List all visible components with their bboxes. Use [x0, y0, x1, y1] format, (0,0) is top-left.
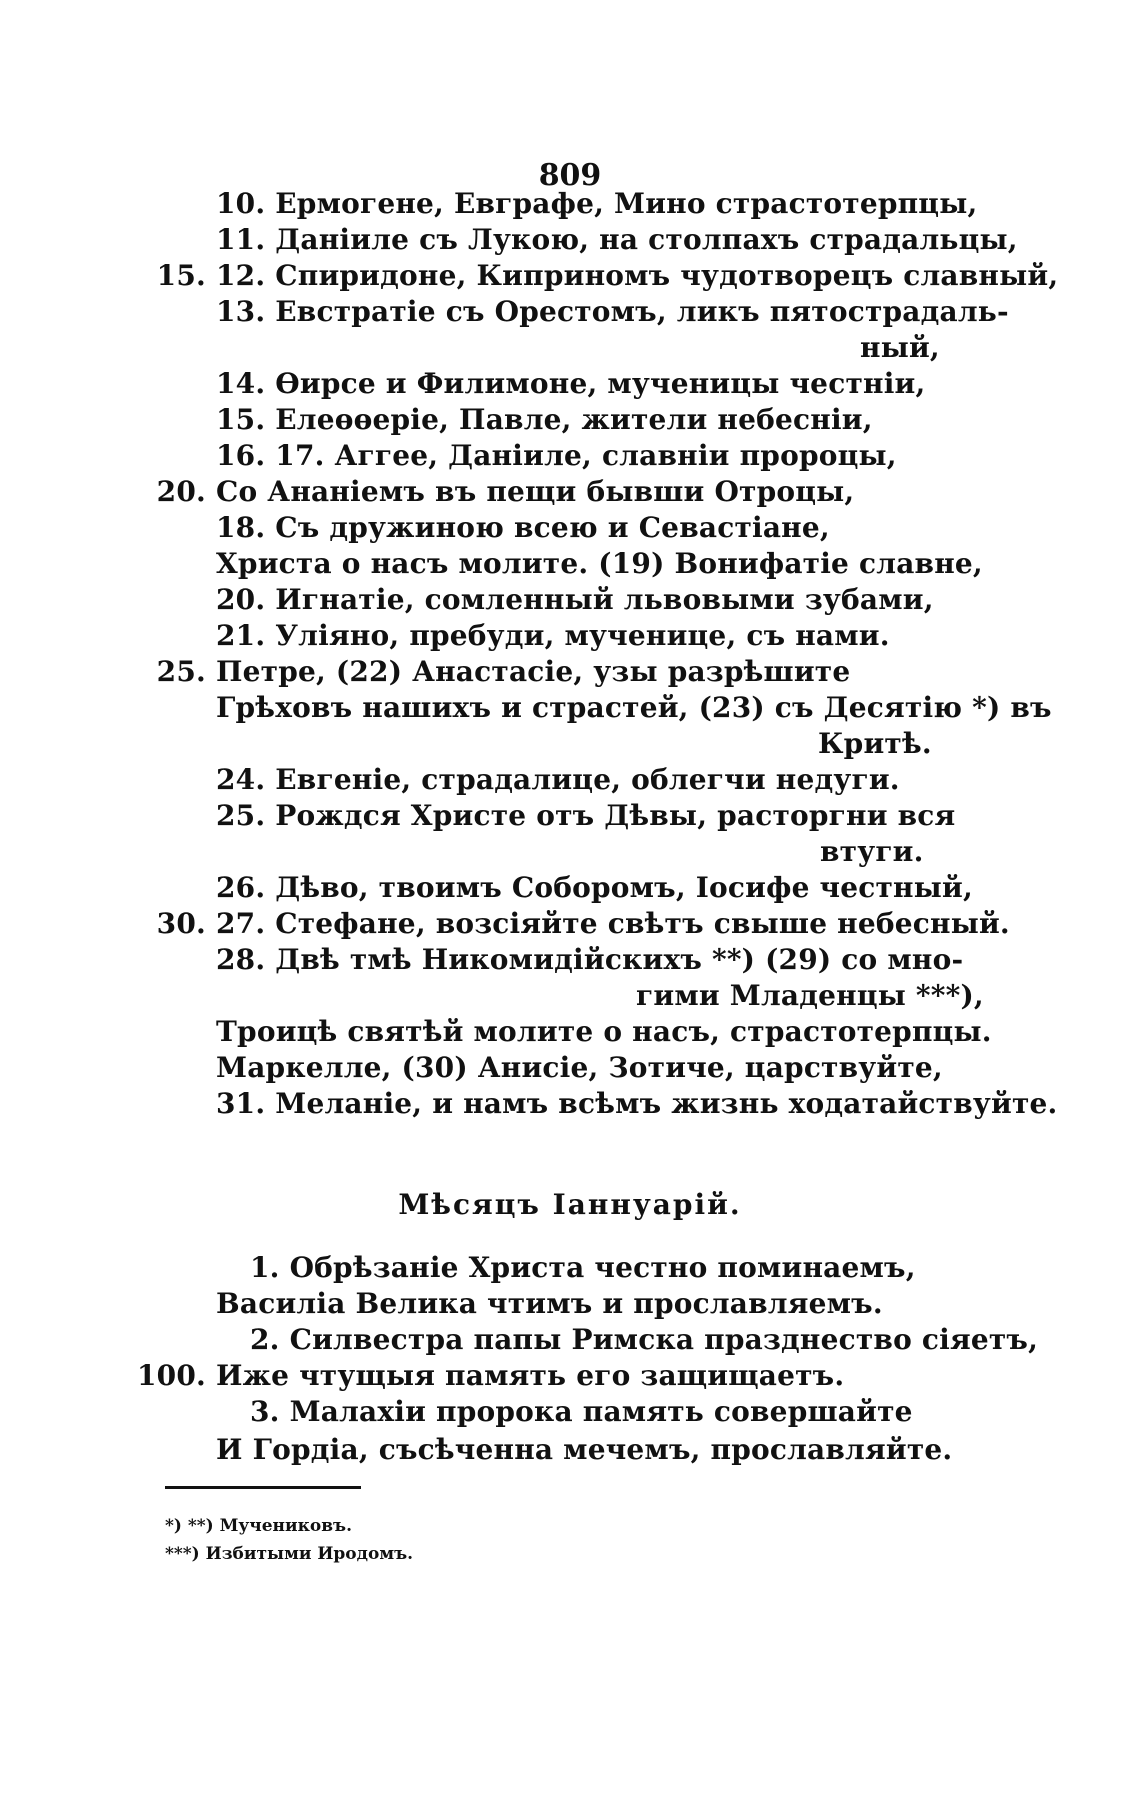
- verse-line: Грѣховъ нашихъ и страстей, (23) съ Десятію *) въ: [216, 691, 1052, 724]
- verse-line: 30. 27. Стефане, возсіяйте свѣтъ свыше небесный.: [156, 907, 1010, 940]
- footnote: *) **) Мучениковъ.: [165, 1516, 352, 1536]
- verse-line: 25. Рождся Христе отъ Дѣвы, расторгни вся: [216, 799, 956, 832]
- verse-line: 25. Петре, (22) Анастасіе, узы разрѣшите: [156, 655, 851, 688]
- verse-line: 21. Уліяно, пребуди, мученице, съ нами.: [216, 619, 890, 652]
- verse-line: 24. Евгеніе, страдалице, облегчи недуги.: [216, 763, 900, 796]
- verse-line: 20. Со Ананіемъ въ пещи бывши Отроцы,: [156, 475, 855, 508]
- verse-line: Маркелле, (30) Анисіе, Зотиче, царствуйте,: [216, 1051, 943, 1084]
- margin-line-number: 100.: [137, 1359, 206, 1392]
- verse-line: 28. Двѣ тмѣ Никомидійскихъ **) (29) со мно-: [216, 943, 964, 976]
- page-number: 809: [538, 158, 602, 193]
- verse-line: Василіа Велика чтимъ и прославляемъ.: [216, 1287, 883, 1320]
- verse-line: 20. Игнатіе, сомленный львовыми зубами,: [216, 583, 934, 616]
- verse-line: 18. Съ дружиною всею и Севастіане,: [216, 511, 830, 544]
- section-heading: Мѣсяцъ Іаннуарій.: [398, 1188, 742, 1221]
- margin-line-number: 25.: [156, 655, 206, 688]
- verse-line: 15. Елеөөеріе, Павле, жители небесніи,: [216, 403, 873, 436]
- verse-line: 31. Меланіе, и намъ всѣмъ жизнь ходатайствуйте.: [216, 1087, 1058, 1120]
- verse-line: И Гордіа, съсѣченна мечемъ, прославляйте.: [216, 1433, 953, 1466]
- verse-line-continuation: гими Младенцы ***),: [636, 979, 984, 1012]
- verse-line: 16. 17. Аггее, Даніиле, славніи пророцы,: [216, 439, 897, 472]
- verse-line: 3. Малахіи пророка память совершайте: [250, 1395, 913, 1428]
- footnote-rule: [165, 1486, 361, 1489]
- verse-line: 26. Дѣво, твоимъ Соборомъ, Іосифе честный,: [216, 871, 973, 904]
- margin-line-number: 20.: [156, 475, 206, 508]
- verse-line: 2. Силвестра папы Римска празднество сіяетъ,: [250, 1323, 1039, 1356]
- verse-line: 13. Евстратіе съ Орестомъ, ликъ пятострадаль-: [216, 295, 1009, 328]
- verse-line: 14. Өирсе и Филимоне, мученицы честніи,: [216, 367, 926, 400]
- verse-line-continuation: Критѣ.: [818, 727, 932, 760]
- verse-line: 11. Даніиле съ Лукою, на столпахъ страдальцы,: [216, 223, 1018, 256]
- footnote: ***) Избитыми Иродомъ.: [165, 1544, 414, 1564]
- verse-line: 1. Обрѣзаніе Христа честно поминаемъ,: [250, 1251, 916, 1284]
- verse-line-continuation: втуги.: [820, 835, 924, 868]
- verse-line: Христа о насъ молите. (19) Вонифатіе славне,: [216, 547, 983, 580]
- verse-line-continuation: ный,: [860, 331, 940, 364]
- margin-line-number: 15.: [156, 259, 206, 292]
- verse-line: 100. Иже чтущыя память его защищаетъ.: [137, 1359, 845, 1392]
- verse-line: Троицѣ святѣй молите о насъ, страстотерпцы.: [216, 1015, 992, 1048]
- verse-line: 15. 12. Спиридоне, Киприномъ чудотворецъ славный,: [156, 259, 1059, 292]
- verse-line: 10. Ермогене, Евграфе, Мино страстотерпцы,: [216, 187, 978, 220]
- margin-line-number: 30.: [156, 907, 206, 940]
